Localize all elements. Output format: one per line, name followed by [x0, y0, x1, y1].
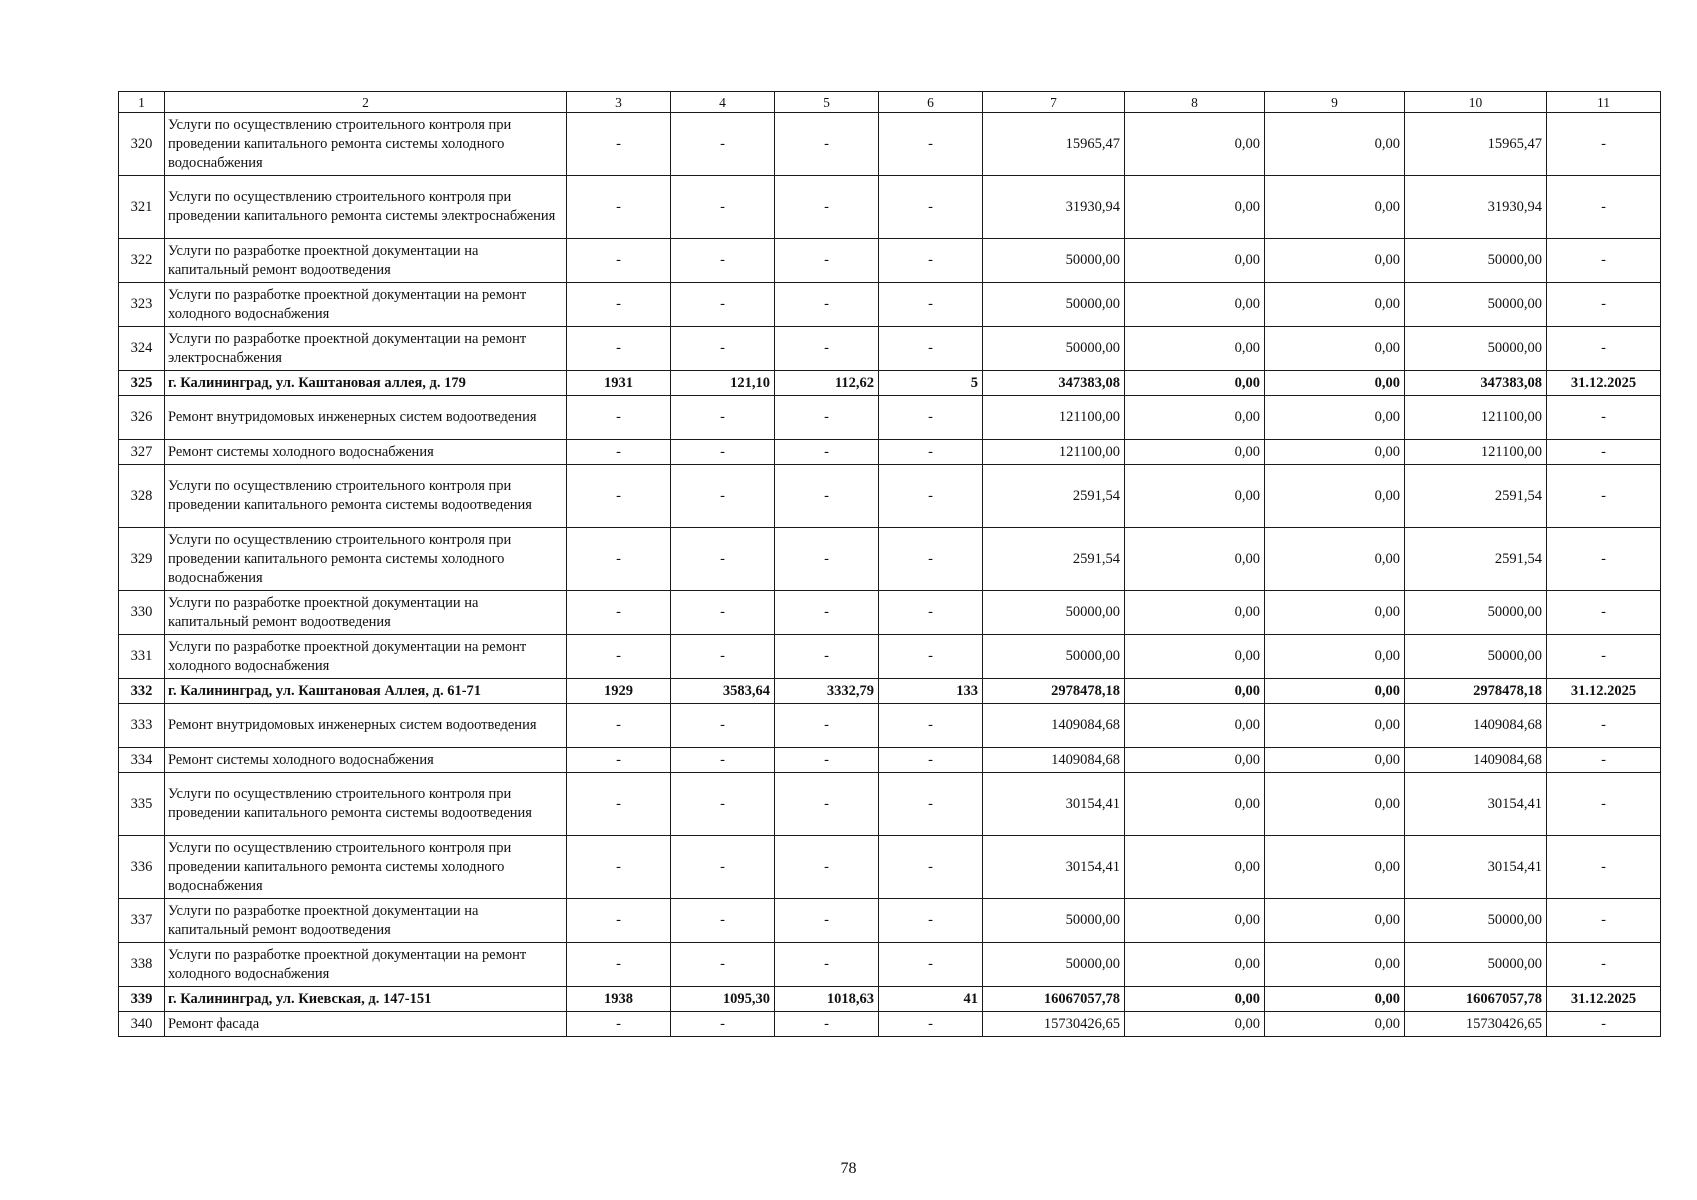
year-cell: -	[567, 113, 671, 176]
total-cost-cell: 50000,00	[983, 283, 1125, 327]
column-header: 9	[1265, 92, 1405, 113]
column-header: 11	[1547, 92, 1661, 113]
owners-cost-cell: 50000,00	[1405, 899, 1547, 943]
other-fund-cell: 0,00	[1265, 836, 1405, 899]
owners-cost-cell: 31930,94	[1405, 176, 1547, 239]
address-row	[119, 371, 1661, 396]
row-number: 324	[119, 327, 165, 371]
work-item-row	[119, 591, 1661, 635]
fund-cell: 0,00	[1125, 371, 1265, 396]
total-cost-cell: 50000,00	[983, 327, 1125, 371]
deadline-cell: -	[1547, 704, 1661, 748]
other-fund-cell: 0,00	[1265, 591, 1405, 635]
row-number: 320	[119, 113, 165, 176]
fund-cell: 0,00	[1125, 1012, 1265, 1037]
fund-cell: 0,00	[1125, 283, 1265, 327]
row-number: 325	[119, 371, 165, 396]
item-name: Ремонт внутридомовых инженерных систем водоотведения	[165, 704, 567, 748]
area-total-cell: -	[671, 113, 775, 176]
item-name: Ремонт внутридомовых инженерных систем водоотведения	[165, 396, 567, 440]
total-cost-cell: 50000,00	[983, 635, 1125, 679]
other-fund-cell: 0,00	[1265, 899, 1405, 943]
total-cost-cell: 50000,00	[983, 899, 1125, 943]
deadline-cell: 31.12.2025	[1547, 679, 1661, 704]
work-item-row	[119, 748, 1661, 773]
residents-cell: -	[879, 440, 983, 465]
area-total-cell: -	[671, 943, 775, 987]
owners-cost-cell: 121100,00	[1405, 440, 1547, 465]
work-item-row	[119, 283, 1661, 327]
owners-cost-cell: 2591,54	[1405, 465, 1547, 528]
fund-cell: 0,00	[1125, 591, 1265, 635]
capital-repair-table	[118, 91, 1661, 1037]
item-name: Услуги по осуществлению строительного контроля при проведении капитального ремонта системы электроснабжения	[165, 176, 567, 239]
area-living-cell: -	[775, 635, 879, 679]
work-item-row	[119, 396, 1661, 440]
row-number: 337	[119, 899, 165, 943]
total-cost-cell: 30154,41	[983, 836, 1125, 899]
area-total-cell: -	[671, 239, 775, 283]
year-cell: -	[567, 239, 671, 283]
total-cost-cell: 15730426,65	[983, 1012, 1125, 1037]
area-total-cell: -	[671, 327, 775, 371]
total-cost-cell: 50000,00	[983, 591, 1125, 635]
other-fund-cell: 0,00	[1265, 283, 1405, 327]
item-name: Услуги по осуществлению строительного контроля при проведении капитального ремонта системы водоотведения	[165, 773, 567, 836]
work-item-row	[119, 440, 1661, 465]
area-total-cell: -	[671, 748, 775, 773]
area-living-cell: -	[775, 748, 879, 773]
row-number: 329	[119, 528, 165, 591]
row-number: 327	[119, 440, 165, 465]
total-cost-cell: 2591,54	[983, 528, 1125, 591]
owners-cost-cell: 50000,00	[1405, 591, 1547, 635]
total-cost-cell: 50000,00	[983, 943, 1125, 987]
area-living-cell: -	[775, 528, 879, 591]
owners-cost-cell: 347383,08	[1405, 371, 1547, 396]
other-fund-cell: 0,00	[1265, 327, 1405, 371]
residents-cell: -	[879, 591, 983, 635]
year-cell: -	[567, 465, 671, 528]
fund-cell: 0,00	[1125, 987, 1265, 1012]
fund-cell: 0,00	[1125, 327, 1265, 371]
item-name: Услуги по разработке проектной документации на капитальный ремонт водоотведения	[165, 591, 567, 635]
owners-cost-cell: 16067057,78	[1405, 987, 1547, 1012]
area-living-cell: -	[775, 773, 879, 836]
row-number: 330	[119, 591, 165, 635]
year-cell: 1929	[567, 679, 671, 704]
area-living-cell: -	[775, 113, 879, 176]
residents-cell: -	[879, 327, 983, 371]
work-item-row	[119, 836, 1661, 899]
row-number: 332	[119, 679, 165, 704]
address-row	[119, 679, 1661, 704]
row-number: 338	[119, 943, 165, 987]
year-cell: -	[567, 440, 671, 465]
item-name: Услуги по разработке проектной документации на капитальный ремонт водоотведения	[165, 899, 567, 943]
area-living-cell: -	[775, 836, 879, 899]
area-total-cell: 121,10	[671, 371, 775, 396]
work-item-row	[119, 1012, 1661, 1037]
area-total-cell: -	[671, 704, 775, 748]
other-fund-cell: 0,00	[1265, 371, 1405, 396]
row-number: 333	[119, 704, 165, 748]
other-fund-cell: 0,00	[1265, 465, 1405, 528]
owners-cost-cell: 15965,47	[1405, 113, 1547, 176]
fund-cell: 0,00	[1125, 113, 1265, 176]
year-cell: -	[567, 327, 671, 371]
residents-cell: -	[879, 283, 983, 327]
other-fund-cell: 0,00	[1265, 704, 1405, 748]
column-header: 3	[567, 92, 671, 113]
work-item-row	[119, 327, 1661, 371]
deadline-cell: -	[1547, 635, 1661, 679]
row-number: 334	[119, 748, 165, 773]
fund-cell: 0,00	[1125, 943, 1265, 987]
fund-cell: 0,00	[1125, 176, 1265, 239]
total-cost-cell: 347383,08	[983, 371, 1125, 396]
year-cell: -	[567, 899, 671, 943]
area-living-cell: -	[775, 283, 879, 327]
item-name: г. Калининград, ул. Киевская, д. 147-151	[165, 987, 567, 1012]
area-total-cell: -	[671, 465, 775, 528]
fund-cell: 0,00	[1125, 465, 1265, 528]
area-living-cell: -	[775, 440, 879, 465]
residents-cell: -	[879, 1012, 983, 1037]
deadline-cell: -	[1547, 113, 1661, 176]
area-total-cell: -	[671, 899, 775, 943]
residents-cell: -	[879, 176, 983, 239]
table-body	[119, 92, 1661, 1037]
deadline-cell: -	[1547, 327, 1661, 371]
fund-cell: 0,00	[1125, 440, 1265, 465]
fund-cell: 0,00	[1125, 748, 1265, 773]
owners-cost-cell: 2591,54	[1405, 528, 1547, 591]
address-row	[119, 987, 1661, 1012]
area-total-cell: 3583,64	[671, 679, 775, 704]
area-total-cell: -	[671, 283, 775, 327]
row-number: 336	[119, 836, 165, 899]
residents-cell: -	[879, 943, 983, 987]
residents-cell: -	[879, 748, 983, 773]
column-header: 7	[983, 92, 1125, 113]
owners-cost-cell: 50000,00	[1405, 943, 1547, 987]
area-total-cell: -	[671, 773, 775, 836]
area-living-cell: 112,62	[775, 371, 879, 396]
item-name: Услуги по осуществлению строительного контроля при проведении капитального ремонта системы водоотведения	[165, 465, 567, 528]
total-cost-cell: 30154,41	[983, 773, 1125, 836]
deadline-cell: -	[1547, 748, 1661, 773]
row-number: 328	[119, 465, 165, 528]
column-header: 1	[119, 92, 165, 113]
column-header: 8	[1125, 92, 1265, 113]
deadline-cell: -	[1547, 836, 1661, 899]
row-number: 339	[119, 987, 165, 1012]
row-number: 321	[119, 176, 165, 239]
year-cell: -	[567, 943, 671, 987]
work-item-row	[119, 635, 1661, 679]
deadline-cell: -	[1547, 591, 1661, 635]
total-cost-cell: 121100,00	[983, 396, 1125, 440]
item-name: Услуги по разработке проектной документации на капитальный ремонт водоотведения	[165, 239, 567, 283]
year-cell: -	[567, 836, 671, 899]
residents-cell: -	[879, 528, 983, 591]
year-cell: -	[567, 773, 671, 836]
column-header: 10	[1405, 92, 1547, 113]
item-name: г. Калининград, ул. Каштановая аллея, д. 179	[165, 371, 567, 396]
other-fund-cell: 0,00	[1265, 440, 1405, 465]
other-fund-cell: 0,00	[1265, 773, 1405, 836]
other-fund-cell: 0,00	[1265, 239, 1405, 283]
year-cell: 1938	[567, 987, 671, 1012]
item-name: Услуги по осуществлению строительного контроля при проведении капитального ремонта системы холодного водоснабжения	[165, 113, 567, 176]
owners-cost-cell: 50000,00	[1405, 635, 1547, 679]
area-total-cell: -	[671, 1012, 775, 1037]
area-total-cell: -	[671, 836, 775, 899]
residents-cell: -	[879, 836, 983, 899]
owners-cost-cell: 50000,00	[1405, 283, 1547, 327]
column-header: 6	[879, 92, 983, 113]
area-living-cell: -	[775, 591, 879, 635]
fund-cell: 0,00	[1125, 635, 1265, 679]
area-living-cell: -	[775, 704, 879, 748]
item-name: Ремонт системы холодного водоснабжения	[165, 440, 567, 465]
column-number-header-row	[119, 92, 1661, 113]
residents-cell: -	[879, 239, 983, 283]
owners-cost-cell: 121100,00	[1405, 396, 1547, 440]
year-cell: -	[567, 283, 671, 327]
total-cost-cell: 2978478,18	[983, 679, 1125, 704]
other-fund-cell: 0,00	[1265, 679, 1405, 704]
other-fund-cell: 0,00	[1265, 943, 1405, 987]
owners-cost-cell: 30154,41	[1405, 773, 1547, 836]
deadline-cell: 31.12.2025	[1547, 987, 1661, 1012]
other-fund-cell: 0,00	[1265, 1012, 1405, 1037]
row-number: 326	[119, 396, 165, 440]
area-total-cell: -	[671, 396, 775, 440]
year-cell: -	[567, 635, 671, 679]
item-name: Услуги по разработке проектной документации на ремонт холодного водоснабжения	[165, 283, 567, 327]
item-name: г. Калининград, ул. Каштановая Аллея, д. 61-71	[165, 679, 567, 704]
work-item-row	[119, 899, 1661, 943]
owners-cost-cell: 50000,00	[1405, 239, 1547, 283]
deadline-cell: -	[1547, 528, 1661, 591]
area-living-cell: -	[775, 465, 879, 528]
work-item-row	[119, 239, 1661, 283]
other-fund-cell: 0,00	[1265, 396, 1405, 440]
year-cell: -	[567, 704, 671, 748]
work-item-row	[119, 528, 1661, 591]
other-fund-cell: 0,00	[1265, 635, 1405, 679]
residents-cell: -	[879, 465, 983, 528]
owners-cost-cell: 2978478,18	[1405, 679, 1547, 704]
residents-cell: -	[879, 635, 983, 679]
item-name: Услуги по разработке проектной документации на ремонт электроснабжения	[165, 327, 567, 371]
page-number: 78	[840, 1160, 857, 1177]
item-name: Ремонт фасада	[165, 1012, 567, 1037]
row-number: 322	[119, 239, 165, 283]
area-living-cell: -	[775, 943, 879, 987]
other-fund-cell: 0,00	[1265, 748, 1405, 773]
item-name: Услуги по разработке проектной документации на ремонт холодного водоснабжения	[165, 943, 567, 987]
fund-cell: 0,00	[1125, 239, 1265, 283]
other-fund-cell: 0,00	[1265, 113, 1405, 176]
deadline-cell: -	[1547, 440, 1661, 465]
year-cell: -	[567, 1012, 671, 1037]
work-item-row	[119, 773, 1661, 836]
column-header: 5	[775, 92, 879, 113]
residents-cell: -	[879, 113, 983, 176]
total-cost-cell: 121100,00	[983, 440, 1125, 465]
area-living-cell: 1018,63	[775, 987, 879, 1012]
area-living-cell: -	[775, 396, 879, 440]
residents-cell: 5	[879, 371, 983, 396]
deadline-cell: 31.12.2025	[1547, 371, 1661, 396]
residents-cell: -	[879, 773, 983, 836]
residents-cell: -	[879, 396, 983, 440]
fund-cell: 0,00	[1125, 679, 1265, 704]
other-fund-cell: 0,00	[1265, 176, 1405, 239]
deadline-cell: -	[1547, 176, 1661, 239]
row-number: 340	[119, 1012, 165, 1037]
item-name: Ремонт системы холодного водоснабжения	[165, 748, 567, 773]
fund-cell: 0,00	[1125, 704, 1265, 748]
other-fund-cell: 0,00	[1265, 987, 1405, 1012]
year-cell: 1931	[567, 371, 671, 396]
residents-cell: 41	[879, 987, 983, 1012]
area-total-cell: -	[671, 176, 775, 239]
area-living-cell: -	[775, 1012, 879, 1037]
year-cell: -	[567, 396, 671, 440]
area-total-cell: -	[671, 528, 775, 591]
other-fund-cell: 0,00	[1265, 528, 1405, 591]
row-number: 323	[119, 283, 165, 327]
work-item-row	[119, 176, 1661, 239]
residents-cell: 133	[879, 679, 983, 704]
area-living-cell: 3332,79	[775, 679, 879, 704]
item-name: Услуги по разработке проектной документации на ремонт холодного водоснабжения	[165, 635, 567, 679]
deadline-cell: -	[1547, 465, 1661, 528]
owners-cost-cell: 1409084,68	[1405, 748, 1547, 773]
owners-cost-cell: 50000,00	[1405, 327, 1547, 371]
work-item-row	[119, 465, 1661, 528]
deadline-cell: -	[1547, 396, 1661, 440]
year-cell: -	[567, 748, 671, 773]
row-number: 335	[119, 773, 165, 836]
area-total-cell: -	[671, 440, 775, 465]
area-living-cell: -	[775, 176, 879, 239]
total-cost-cell: 1409084,68	[983, 704, 1125, 748]
area-total-cell: 1095,30	[671, 987, 775, 1012]
fund-cell: 0,00	[1125, 396, 1265, 440]
year-cell: -	[567, 528, 671, 591]
fund-cell: 0,00	[1125, 899, 1265, 943]
year-cell: -	[567, 591, 671, 635]
area-total-cell: -	[671, 635, 775, 679]
total-cost-cell: 1409084,68	[983, 748, 1125, 773]
owners-cost-cell: 1409084,68	[1405, 704, 1547, 748]
deadline-cell: -	[1547, 943, 1661, 987]
area-living-cell: -	[775, 899, 879, 943]
work-item-row	[119, 704, 1661, 748]
area-total-cell: -	[671, 591, 775, 635]
total-cost-cell: 2591,54	[983, 465, 1125, 528]
deadline-cell: -	[1547, 239, 1661, 283]
owners-cost-cell: 15730426,65	[1405, 1012, 1547, 1037]
deadline-cell: -	[1547, 1012, 1661, 1037]
total-cost-cell: 50000,00	[983, 239, 1125, 283]
row-number: 331	[119, 635, 165, 679]
total-cost-cell: 15965,47	[983, 113, 1125, 176]
fund-cell: 0,00	[1125, 773, 1265, 836]
item-name: Услуги по осуществлению строительного контроля при проведении капитального ремонта системы холодного водоснабжения	[165, 528, 567, 591]
owners-cost-cell: 30154,41	[1405, 836, 1547, 899]
total-cost-cell: 16067057,78	[983, 987, 1125, 1012]
work-item-row	[119, 943, 1661, 987]
area-living-cell: -	[775, 327, 879, 371]
deadline-cell: -	[1547, 773, 1661, 836]
item-name: Услуги по осуществлению строительного контроля при проведении капитального ремонта системы холодного водоснабжения	[165, 836, 567, 899]
fund-cell: 0,00	[1125, 528, 1265, 591]
residents-cell: -	[879, 704, 983, 748]
residents-cell: -	[879, 899, 983, 943]
column-header: 4	[671, 92, 775, 113]
deadline-cell: -	[1547, 283, 1661, 327]
deadline-cell: -	[1547, 899, 1661, 943]
column-header: 2	[165, 92, 567, 113]
year-cell: -	[567, 176, 671, 239]
area-living-cell: -	[775, 239, 879, 283]
total-cost-cell: 31930,94	[983, 176, 1125, 239]
work-item-row	[119, 113, 1661, 176]
fund-cell: 0,00	[1125, 836, 1265, 899]
